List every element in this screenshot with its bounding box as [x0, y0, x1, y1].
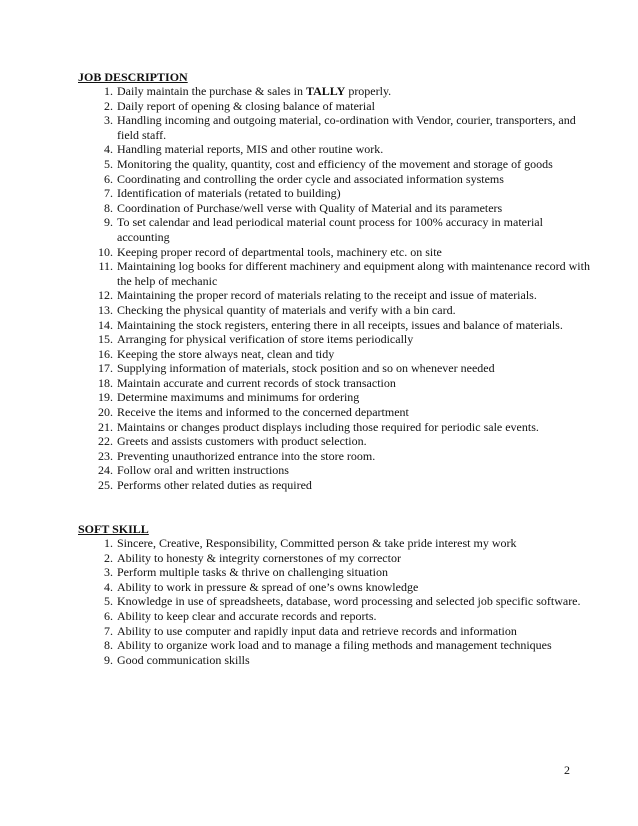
- item-text: Knowledge in use of spreadsheets, database, word processing and selected job specific software.: [117, 594, 581, 609]
- soft-skill-list: [78, 536, 598, 667]
- item-text: Maintaining log books for different machinery and equipment along with maintenance record with the help of mechanic: [117, 259, 590, 288]
- item-text: Performs other related duties as required: [117, 478, 312, 493]
- item-text: Coordinating and controlling the order cycle and associated information systems: [117, 171, 504, 186]
- item-text: Maintains or changes product displays including those required for periodic sale events.: [117, 419, 539, 434]
- item-text: Good communication skills: [117, 652, 250, 667]
- item-number: 3.: [104, 565, 113, 580]
- list-item: [78, 172, 598, 187]
- list-item: [78, 201, 598, 216]
- item-number: 4.: [104, 142, 113, 157]
- item-text: Handling incoming and outgoing material, co-ordination with Vendor, courier, transporters, and field staff.: [117, 113, 576, 142]
- list-item: [78, 580, 598, 595]
- item-number: 1.: [104, 536, 113, 550]
- item-number: 2.: [104, 98, 113, 113]
- list-item: [78, 157, 598, 172]
- item-number: 12.: [98, 288, 113, 303]
- tally-emphasis: TALLY: [305, 84, 346, 98]
- item-number: 18.: [98, 375, 113, 390]
- list-item: [78, 318, 598, 333]
- list-item: [78, 405, 598, 420]
- item-text: Determine maximums and minimums for ordering: [117, 390, 360, 405]
- list-item: [78, 99, 598, 114]
- item-number: 24.: [98, 463, 113, 478]
- item-text: Ability to keep clear and accurate records and reports.: [117, 608, 377, 623]
- item-text: Greets and assists customers with product selection.: [117, 434, 367, 449]
- item-text: Preventing unauthorized entrance into the store room.: [117, 448, 376, 463]
- list-item: [78, 245, 598, 260]
- list-item: [78, 420, 598, 435]
- list-item: [78, 624, 598, 639]
- item-number: 6.: [104, 608, 113, 623]
- list-item: [78, 303, 598, 318]
- list-item: [78, 638, 598, 653]
- list-item: [78, 536, 598, 551]
- list-item: [78, 449, 598, 464]
- item-text: Sincere, Creative, Responsibility, Committed person & take pride interest my work: [117, 536, 517, 550]
- item-text: Supplying information of materials, stock position and so on whenever needed: [117, 361, 495, 376]
- list-item: [78, 186, 598, 201]
- item-text: Ability to organize work load and to manage a filing methods and management techniques: [117, 638, 552, 653]
- list-item: [78, 434, 598, 449]
- list-item: [78, 84, 598, 99]
- item-number: 11.: [98, 259, 113, 274]
- item-text: Ability to use computer and rapidly input data and retrieve records and information: [117, 623, 517, 638]
- item-number: 4.: [104, 579, 113, 594]
- item-number: 14.: [98, 317, 113, 332]
- list-item: [78, 361, 598, 376]
- list-item: [78, 215, 598, 244]
- item-number: 23.: [98, 448, 113, 463]
- item-number: 8.: [104, 200, 113, 215]
- soft-skill-heading: SOFT SKILL: [78, 522, 149, 536]
- item-number: 20.: [98, 405, 113, 420]
- item-text: Daily report of opening & closing balance of material: [117, 98, 375, 113]
- list-item: [78, 259, 598, 288]
- item-number: 22.: [98, 434, 113, 449]
- item-number: 10.: [98, 244, 113, 259]
- list-item: [78, 565, 598, 580]
- list-item: [78, 113, 598, 142]
- item-text: Coordination of Purchase/well verse with Quality of Material and its parameters: [117, 200, 503, 215]
- item-number: 25.: [98, 478, 113, 493]
- soft-skill-section: [78, 522, 598, 667]
- item-text: Follow oral and written instructions: [117, 463, 289, 478]
- item-number: 15.: [98, 332, 113, 347]
- item-text: To set calendar and lead periodical material count process for 100% accuracy in material accounting: [117, 215, 543, 244]
- item-number: 13.: [98, 302, 113, 317]
- item-number: 21.: [98, 419, 113, 434]
- item-number: 19.: [98, 390, 113, 405]
- item-text: Ability to work in pressure & spread of one’s owns knowledge: [117, 579, 419, 594]
- item-text: Checking the physical quantity of materials and verify with a bin card.: [117, 302, 456, 317]
- item-text: Keeping proper record of departmental tools, machinery etc. on site: [117, 244, 442, 259]
- page-number: 2: [564, 763, 570, 777]
- item-number: 9.: [104, 215, 113, 230]
- job-description-list: [78, 84, 598, 493]
- list-item: [78, 390, 598, 405]
- item-text: Daily maintain the purchase & sales in TALLY properly.: [117, 84, 392, 98]
- list-item: [78, 653, 598, 668]
- item-number: 5.: [104, 156, 113, 171]
- job-description-heading: JOB DESCRIPTION: [78, 70, 188, 84]
- item-number: 5.: [104, 594, 113, 609]
- item-text: Identification of materials (retated to building): [117, 186, 341, 201]
- item-number: 17.: [98, 361, 113, 376]
- item-text: Handling material reports, MIS and other routine work.: [117, 142, 384, 157]
- item-number: 9.: [104, 652, 113, 667]
- item-text: Receive the items and informed to the concerned department: [117, 405, 409, 420]
- list-item: [78, 463, 598, 478]
- list-item: [78, 478, 598, 493]
- item-number: 7.: [104, 623, 113, 638]
- list-item: [78, 142, 598, 157]
- item-number: 6.: [104, 171, 113, 186]
- item-text: Keeping the store always neat, clean and tidy: [117, 346, 335, 361]
- item-number: 1.: [104, 84, 113, 98]
- item-text: Monitoring the quality, quantity, cost and efficiency of the movement and storage of goods: [117, 156, 553, 171]
- item-text: Ability to honesty & integrity cornerstones of my corrector: [117, 550, 401, 565]
- item-text: Arranging for physical verification of store items periodically: [117, 332, 414, 347]
- item-number: 2.: [104, 550, 113, 565]
- list-item: [78, 288, 598, 303]
- list-item: [78, 551, 598, 566]
- item-number: 16.: [98, 346, 113, 361]
- item-number: 7.: [104, 186, 113, 201]
- list-item: [78, 332, 598, 347]
- item-number: 3.: [104, 113, 113, 128]
- item-text: Perform multiple tasks & thrive on challenging situation: [117, 565, 388, 580]
- list-item: [78, 594, 598, 609]
- item-text: Maintaining the stock registers, entering there in all receipts, issues and balance of materials.: [117, 317, 563, 332]
- item-text: Maintain accurate and current records of stock transaction: [117, 375, 396, 390]
- list-item: [78, 347, 598, 362]
- item-text: Maintaining the proper record of materials relating to the receipt and issue of materials.: [117, 288, 537, 303]
- list-item: [78, 609, 598, 624]
- list-item: [78, 376, 598, 391]
- item-number: 8.: [104, 638, 113, 653]
- job-description-section: [78, 70, 598, 493]
